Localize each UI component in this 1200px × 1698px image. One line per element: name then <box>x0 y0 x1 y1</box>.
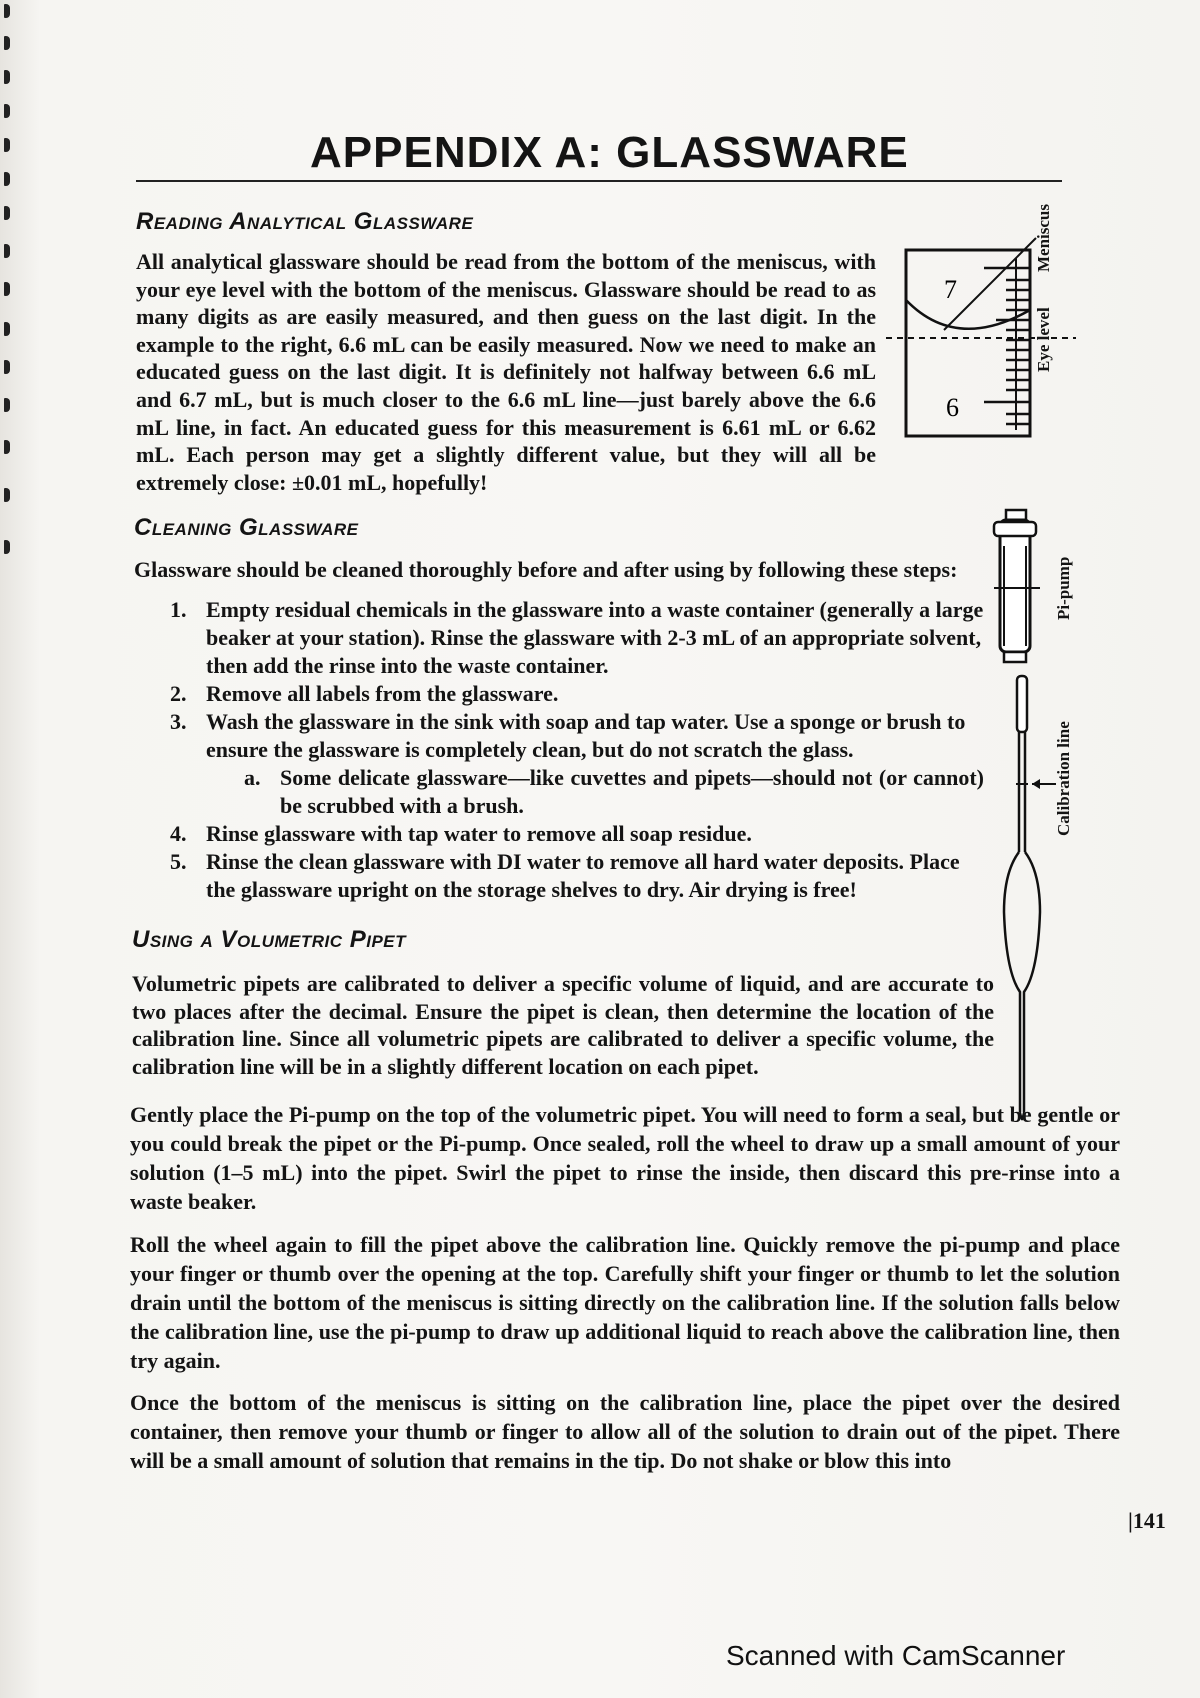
step-letter: a. <box>244 765 261 790</box>
step-text: Empty residual chemicals in the glassware into a waste container (generally a large beaker at your station). Rinse the glassware with 2-3 mL of an appropriate solvent, then add the rinse into the waste container. <box>206 597 984 678</box>
step-text: Some delicate glassware—like cuvettes and pipets—should not (or cannot) be scrubbed with a brush. <box>280 765 984 818</box>
cleaning-step-3 <box>170 708 986 764</box>
label-meniscus: Meniscus <box>1034 204 1053 272</box>
pipet-paragraph-3: Roll the wheel again to fill the pipet above the calibration line. Quickly remove the pi-pump and place your finger or thumb over the opening at the top. Carefully shift your finger or thumb to let the solution drain until the bottom of the meniscus is sitting directly on the calibration line. If the solution falls below the calibration line, use the pi-pump to draw up additional liquid to reach above the calibration line, then try again. <box>130 1232 1120 1373</box>
pipet-paragraph-1: Volumetric pipets are calibrated to deliver a specific volume of liquid, and are accurate to two places after the decimal. Ensure the pipet is clean, then determine the location of the calibration line. Since all volumetric pipets are calibrated to deliver a specific volume, the calibration line will be in a slightly different location on each pipet. <box>132 971 994 1079</box>
pipet-paragraph-2: Gently place the Pi-pump on the top of the volumetric pipet. You will need to form a seal, but be gentle or you could break the pipet or the Pi-pump. Once sealed, roll the wheel to draw up a small amount of your solution (1–5 mL) into the pipet. Swirl the pipet to rinse the inside, then discard this pre-rinse into a waste beaker. <box>130 1102 1120 1214</box>
heading-reading-glassware: Reading Analytical Glassware <box>136 208 474 235</box>
heading-volumetric-pipet: Using a Volumetric Pipet <box>132 926 407 953</box>
cleaning-step-5 <box>170 848 986 904</box>
pi-pump-drawing <box>990 506 1050 666</box>
step-text-emphasis: upright <box>337 877 409 902</box>
step-number: 3. <box>170 709 187 734</box>
cleaning-step-4 <box>170 820 986 848</box>
volumetric-pipet-figure <box>1000 672 1100 1122</box>
step-number: 5. <box>170 849 187 874</box>
cleaning-step-1 <box>170 596 986 680</box>
page-title: APPENDIX A: GLASSWARE <box>310 128 909 177</box>
volumetric-pipet-drawing <box>1000 672 1100 1122</box>
step-text-after: on the storage shelves to dry. Air drying is free! <box>408 877 857 902</box>
label-pi-pump: Pi-pump <box>1054 556 1073 620</box>
tick-label-7: 7 <box>944 275 957 304</box>
binding-hole-marks <box>0 0 20 560</box>
pi-pump-figure <box>990 506 1050 666</box>
step-text: Remove all labels from the glassware. <box>206 681 559 706</box>
label-calibration-line: Calibration line <box>1054 721 1073 836</box>
camscanner-watermark: Scanned with CamScanner <box>726 1640 1066 1671</box>
cleaning-intro: Glassware should be cleaned thoroughly before and after using by following these steps: <box>134 557 958 582</box>
step-text: Rinse glassware with tap water to remove all soap residue. <box>206 821 752 846</box>
step-text: Wash the glassware in the sink with soap and tap water. Use a sponge or brush to ensure the glassware is completely clean, but do not scratch the glass. <box>206 709 966 762</box>
cleaning-step-2 <box>170 680 986 708</box>
cleaning-step-3a <box>244 764 984 820</box>
step-text-before: Rinse the clean glassware with DI water to remove all hard water deposits. Place the glassware <box>206 849 960 902</box>
paragraph-reading-glassware: All analytical glassware should be read from the bottom of the meniscus, with your eye level with the bottom of the meniscus. Glassware should be read to as many digits as are easily measured, and then guess on the last digit. In the example to the right, 6.6 mL can be easily measured. Now we need to make an educated guess on the last digit. It is definitely not halfway between 6.6 mL and 6.7 mL, but is much closer to the 6.6 mL line—just barely above the 6.6 mL line, in fact. An educated guess for this measurement is 6.61 mL or 6.62 mL. Each person may get a slightly different value, but they will all be extremely close: ±0.01 mL, hopefully! <box>136 249 876 495</box>
step-number: 4. <box>170 821 187 846</box>
title-rule <box>136 180 1062 182</box>
pipet-paragraph-4: Once the bottom of the meniscus is sitting on the calibration line, place the pipet over the desired container, then remove your thumb or finger to allow all of the solution to drain out of the pipet. There will be a small amount of solution that remains in the tip. Do not shake or blow this into <box>130 1390 1120 1473</box>
heading-cleaning-glassware: Cleaning Glassware <box>134 514 359 541</box>
tick-label-6: 6 <box>946 393 959 422</box>
step-number: 2. <box>170 681 187 706</box>
label-eye-level: Eye level <box>1034 307 1053 372</box>
page-number: |141 <box>1128 1508 1166 1533</box>
step-number: 1. <box>170 597 187 622</box>
